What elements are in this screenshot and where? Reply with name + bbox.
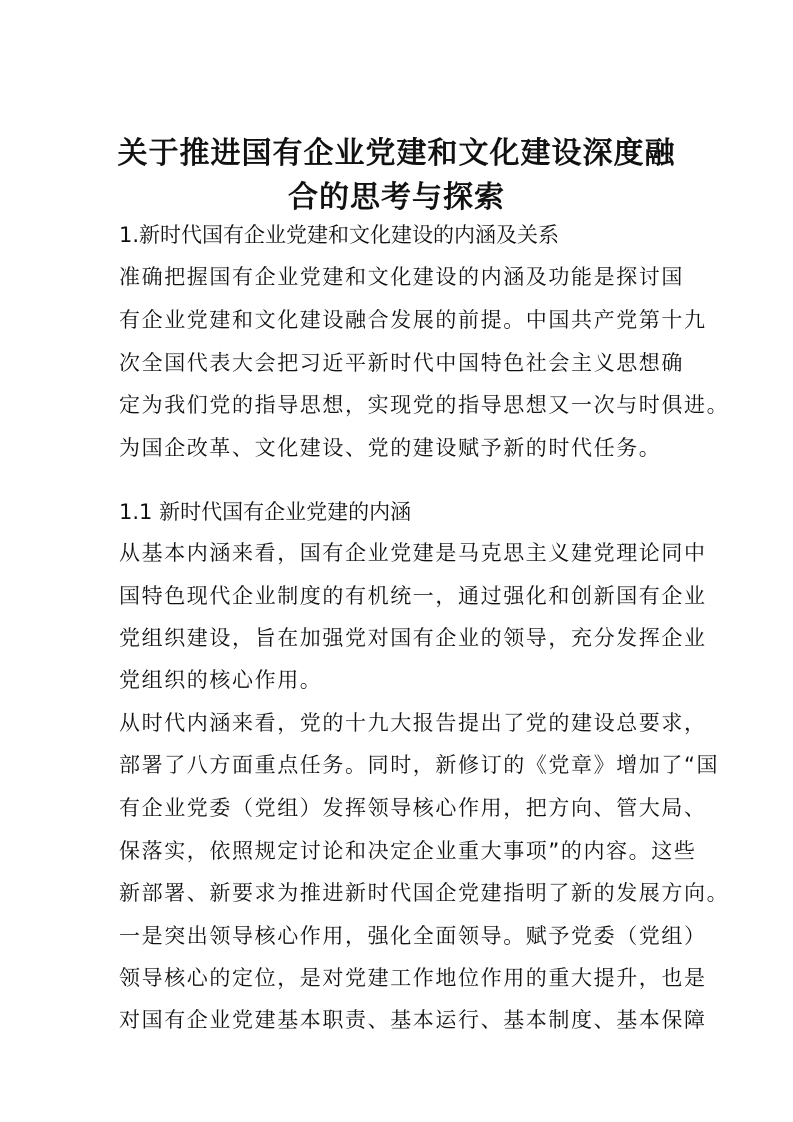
paragraph-line: 党组织的核心作用。 [119, 668, 323, 692]
section-heading: 1.1 新时代国有企业党建的内涵 [119, 500, 412, 524]
paragraph-line: 领导核心的定位，是对党建工作地位作用的重大提升，也是 [119, 966, 707, 990]
paragraph-line: 部署了八方面重点任务。同时，新修订的《党章》增加了“国 [119, 753, 720, 777]
paragraph-line: 新部署、新要求为推进新时代国企党建指明了新的发展方向。 [119, 881, 730, 905]
paragraph-line: 有企业党委（党组）发挥领导核心作用，把方向、管大局、 [119, 796, 707, 820]
paragraph-line: 为国企改革、文化建设、党的建设赋予新的时代任务。 [119, 436, 662, 460]
paragraph-line: 保落实，依照规定讨论和决定企业重大事项”的内容。这些 [119, 839, 697, 863]
paragraph-line: 国特色现代企业制度的有机统一，通过强化和创新国有企业 [119, 584, 707, 608]
paragraph-line: 一是突出领导核心作用，强化全面领导。赋予党委（党组） [119, 924, 707, 948]
paragraph-line: 从时代内涵来看，党的十九大报告提出了党的建设总要求， [119, 711, 707, 735]
paragraph-line: 准确把握国有企业党建和文化建设的内涵及功能是探讨国 [119, 265, 684, 289]
paragraph-line: 对国有企业党建基本职责、基本运行、基本制度、基本保障 [119, 1008, 707, 1032]
paragraph-line: 定为我们党的指导思想，实现党的指导思想又一次与时俱进。 [119, 393, 730, 417]
paragraph-line: 党组织建设，旨在加强党对国有企业的领导，充分发挥企业 [119, 626, 707, 650]
document-title-line-1: 关于推进国有企业党建和文化建设深度融 [117, 136, 676, 171]
section-heading: 1.新时代国有企业党建和文化建设的内涵及关系 [119, 223, 560, 247]
paragraph-line: 有企业党建和文化建设融合发展的前提。中国共产党第十九 [119, 308, 707, 332]
document-title-line-2: 合的思考与探索 [288, 180, 505, 215]
paragraph-line: 从基本内涵来看，国有企业党建是马克思主义建党理论同中 [119, 541, 707, 565]
paragraph-line: 次全国代表大会把习近平新时代中国特色社会主义思想确 [119, 351, 684, 375]
